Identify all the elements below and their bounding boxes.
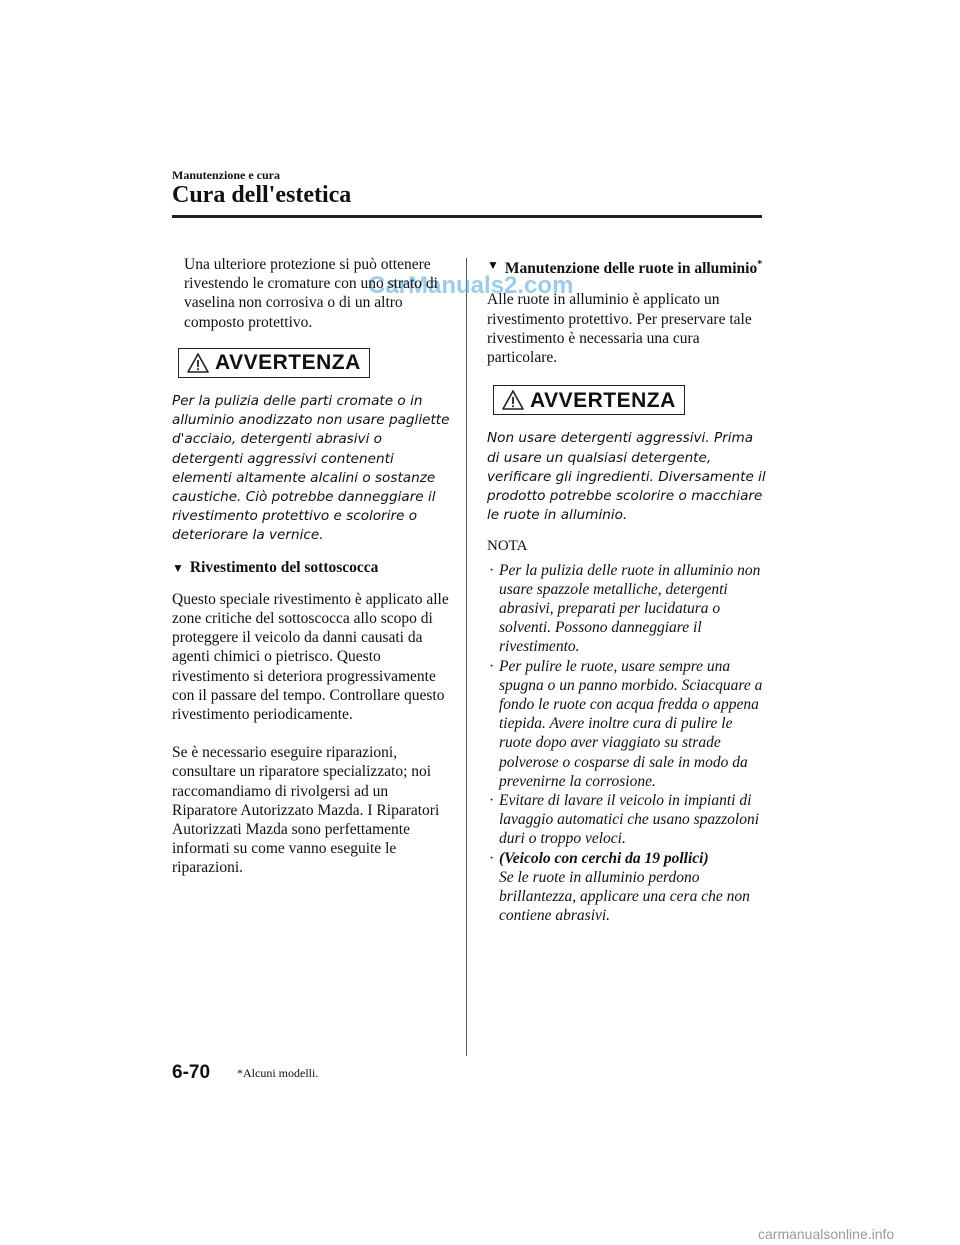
list-item: · Per pulire le ruote, usare sempre una spugna o un panno morbido. Sciacquare a fondo le ruote con acqua fredda o appena tiepida. Avere inoltre cura di pulire le ruote dopo aver viaggiato su strade polverose o cosparse di sale in modo da prevenirne la corrosione. — [489, 657, 763, 790]
paragraph: Se è necessario eseguire riparazioni, consultare un riparatore specializzato; noi raccomandiamo di rivolgersi ad un Riparatore Autorizzato Mazda. I Riparatori Autorizzati Mazda sono perfettamente informati su come vanno eseguite le riparazioni. — [172, 744, 440, 877]
triangle-down-icon: ▼ — [172, 560, 184, 575]
warning-text: Non usare detergenti aggressivi. Prima di usare un qualsiasi detergente, verificare gli ingredienti. Diversamente il prodotto potrebbe scolorire o macchiare le ruote in alluminio. — [487, 430, 766, 524]
list-item — [487, 849, 767, 926]
section-heading — [487, 255, 767, 278]
warning-box — [493, 385, 685, 415]
section-heading — [172, 558, 452, 578]
warning-triangle-icon — [187, 353, 209, 373]
title-rule — [172, 215, 762, 218]
notes-list — [487, 561, 767, 926]
left-column — [172, 255, 452, 878]
page-title: Cura dell'estetica — [172, 182, 352, 208]
page-number: 6-70 — [172, 1062, 211, 1083]
footnote-mark: * — [757, 259, 763, 270]
column-divider — [466, 258, 467, 1056]
note-heading: (Veicolo con cerchi da 19 pollici) — [499, 849, 709, 867]
paragraph: Questo speciale rivestimento è applicato alle zone critiche del sottoscocca allo scopo di proteggere il veicolo da danni causati da agenti chimici o pietrisco. Questo rivestimento si deteriora progressivamente con il passare del tempo. Controllare questo rivestimento periodicamente. — [172, 590, 449, 724]
list-item: · Per la pulizia delle ruote in alluminio non usare spazzole metalliche, detergenti abrasivi, preparati per lucidatura o solventi. Possono danneggiare il rivestimento. — [489, 561, 761, 656]
triangle-down-icon: ▼ — [487, 258, 499, 272]
footnote: *Alcuni modelli. — [237, 1066, 319, 1080]
bullet-icon: · — [489, 849, 495, 867]
warning-text: Per la pulizia delle parti cromate o in alluminio anodizzato non usare pagliette d'acciaio, detergenti abrasivi o detergenti aggressivi contenenti elementi altamente alcalini o sostanze caustiche. Ciò potrebbe danneggiare il rivestimento protettivo e scolorire o deteriorare la vernice. — [172, 393, 450, 544]
chapter-label: Manutenzione e cura — [172, 168, 280, 182]
bullet-icon: · — [489, 561, 495, 579]
warning-triangle-icon — [502, 390, 524, 410]
warning-box — [178, 348, 370, 378]
bullet-icon: · — [489, 792, 495, 810]
warning-label: AVVERTENZA — [530, 388, 676, 412]
paragraph: Alle ruote in alluminio è applicato un rivestimento protettivo. Per preservare tale rivestimento è necessaria una cura particolare. — [487, 291, 752, 366]
section-heading-text: Rivestimento del sottoscocca — [189, 558, 379, 576]
right-column — [487, 255, 767, 925]
nota-label: NOTA — [487, 538, 528, 555]
intro-paragraph: Una ulteriore protezione si può ottenere rivestendo le cromature con uno strato di vaselina non corrosiva o di un altro composto protettivo. — [184, 256, 438, 331]
section-heading-text: Manutenzione delle ruote in alluminio — [504, 260, 758, 278]
footer-site: carmanualsonline.info — [758, 1226, 895, 1242]
note-text: Se le ruote in alluminio perdono brillantezza, applicare una cera che non contiene abrasivi. — [499, 868, 750, 925]
list-item: · Evitare di lavare il veicolo in impianti di lavaggio automatici che usano spazzoloni duri o troppo veloci. — [489, 792, 760, 848]
bullet-icon: · — [489, 657, 495, 675]
watermark: CarManuals2.com — [368, 272, 574, 299]
warning-label: AVVERTENZA — [215, 351, 361, 375]
